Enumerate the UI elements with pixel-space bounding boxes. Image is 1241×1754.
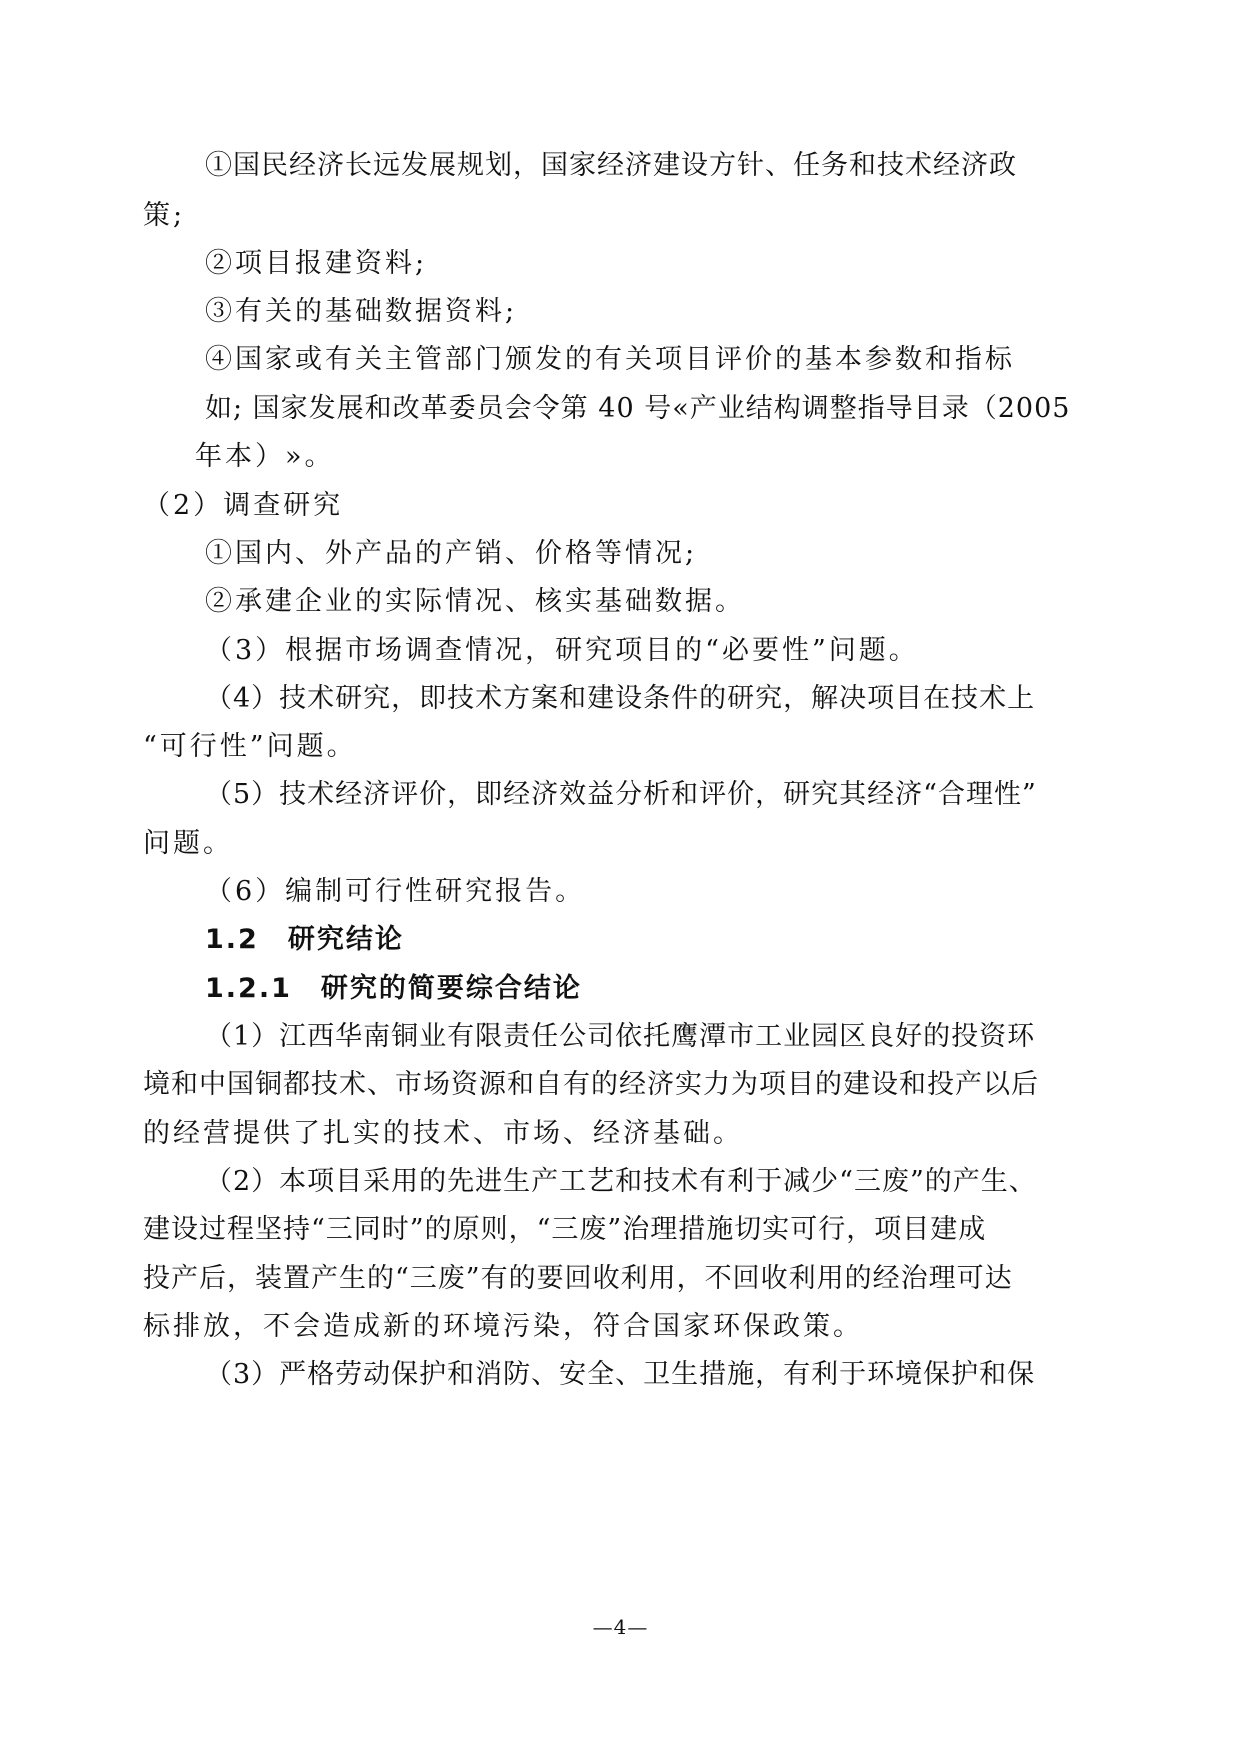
paragraph-line: 年本）»。 [195,441,335,472]
paragraph-line: （6）编制可行性研究报告。 [205,876,586,907]
list-item: ①国内、外产品的产销、价格等情况; [205,538,698,569]
subsection-heading: 1.2.1 研究的简要综合结论 [205,973,582,1004]
paragraph-line: 标排放，不会造成新的环境污染，符合国家环保政策。 [143,1311,863,1342]
paragraph-line: 的经营提供了扎实的技术、市场、经济基础。 [143,1118,743,1149]
paragraph-line: 投产后，装置产生的“三废”有的要回收利用，不回收利用的经治理可达 [143,1263,1013,1294]
list-item: ④国家或有关主管部门颁发的有关项目评价的基本参数和指标 [205,344,1015,375]
paragraph-line: （4）技术研究，即技术方案和建设条件的研究，解决项目在技术上 [205,683,1036,714]
paragraph-line: 策; [143,200,186,231]
list-item: ②项目报建资料; [205,248,428,279]
list-item: ③有关的基础数据资料; [205,296,518,327]
paragraph-line: 如; 国家发展和改革委员会令第 40 号«产业结构调整指导目录（2005 [205,393,1071,424]
paragraph-line: （5）技术经济评价，即经济效益分析和评价，研究其经济“合理性” [205,779,1037,810]
page-number: —4— [592,1615,649,1639]
paragraph-line: 建设过程坚持“三同时”的原则，“三废”治理措施切实可行，项目建成 [143,1214,987,1245]
list-item: ②承建企业的实际情况、核实基础数据。 [205,586,745,617]
paragraph-line: （3）根据市场调查情况，研究项目的“必要性”问题。 [205,635,919,666]
paragraph-line: （1）江西华南铜业有限责任公司依托鹰潭市工业园区良好的投资环 [205,1021,1036,1052]
section-subheading: （2）调查研究 [143,490,344,521]
paragraph-line: ①国民经济长远发展规划，国家经济建设方针、任务和技术经济政 [205,150,1017,181]
section-heading: 1.2 研究结论 [205,924,404,955]
paragraph-line: “可行性”问题。 [143,731,357,762]
paragraph-line: 问题。 [143,828,233,859]
paragraph-line: 境和中国铜都技术、市场资源和自有的经济实力为项目的建设和投产以后 [143,1069,1039,1100]
paragraph-line: （3）严格劳动保护和消防、安全、卫生措施，有利于环境保护和保 [205,1359,1036,1390]
paragraph-line: （2）本项目采用的先进生产工艺和技术有利于减少“三废”的产生、 [205,1166,1037,1197]
